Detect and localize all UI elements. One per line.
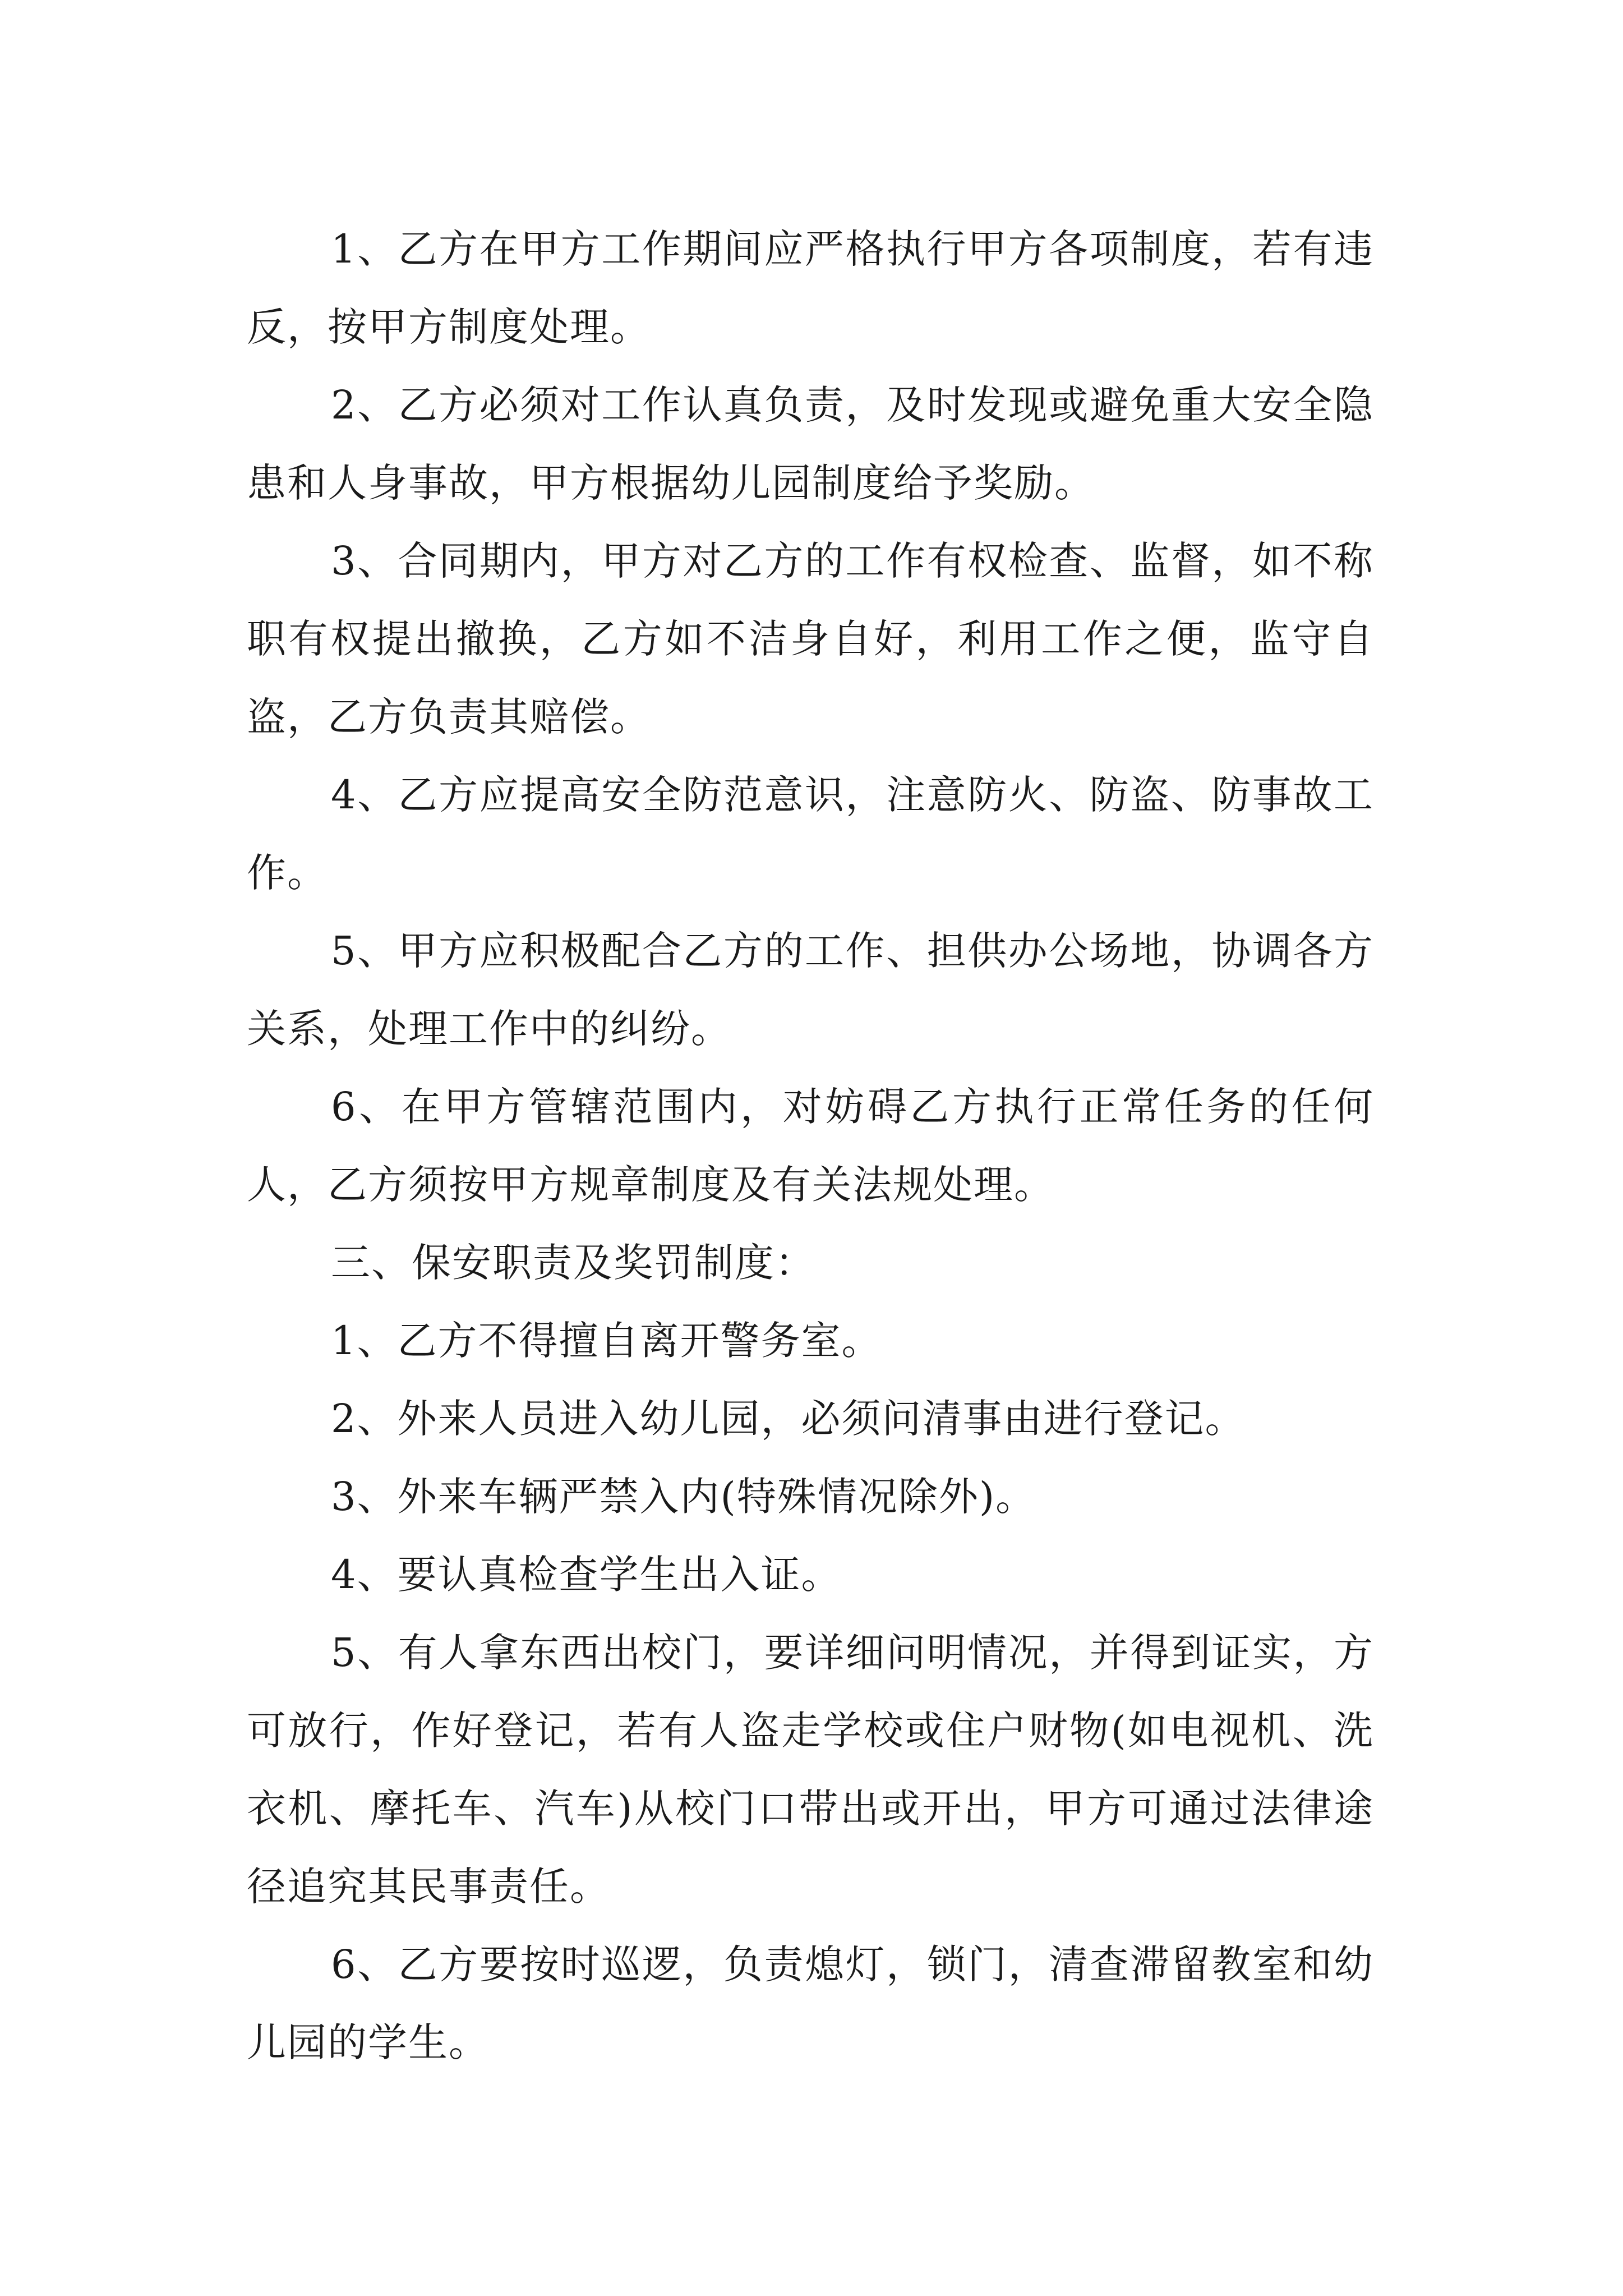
paragraph-duty-1: 1、乙方在甲方工作期间应严格执行甲方各项制度，若有违反，按甲方制度处理。 (247, 226, 1374, 350)
paragraph-security-2: 2、外来人员进入幼儿园，必须问清事由进行登记。 (331, 1396, 1246, 1442)
paragraph-duty-4: 4、乙方应提高安全防范意识，注意防火、防盗、防事故工作。 (247, 772, 1374, 896)
paragraph-security-6: 6、乙方要按时巡逻，负责熄灯，锁门，清查滞留教室和幼儿园的学生。 (247, 1941, 1374, 2065)
document-body (247, 210, 1374, 2082)
paragraph-duty-5: 5、甲方应积极配合乙方的工作、担供办公场地，协调各方关系，处理工作中的纠纷。 (247, 928, 1374, 1052)
paragraph-security-5: 5、有人拿东西出校门，要详细问明情况，并得到证实，方可放行，作好登记，若有人盗走学校或住户财物(如电视机、洗衣机、摩托车、汽车)从校门口带出或开出，甲方可通过法律途径追究其民事责任。 (247, 1630, 1374, 1910)
paragraph-duty-2: 2、乙方必须对工作认真负责，及时发现或避免重大安全隐患和人身事故，甲方根据幼儿园制度给予奖励。 (247, 382, 1374, 506)
paragraph-duty-6: 6、在甲方管辖范围内，对妨碍乙方执行正常任务的任何人，乙方须按甲方规章制度及有关法规处理。 (247, 1084, 1374, 1208)
paragraph-security-3: 3、外来车辆严禁入内(特殊情况除外)。 (331, 1474, 1036, 1520)
section-heading-security-duties: 三、保安职责及奖罚制度： (331, 1240, 815, 1286)
paragraph-security-1: 1、乙方不得擅自离开警务室。 (331, 1318, 882, 1364)
paragraph-duty-3: 3、合同期内，甲方对乙方的工作有权检查、监督，如不称职有权提出撤换，乙方如不洁身自好，利用工作之便，监守自盗，乙方负责其赔偿。 (247, 538, 1374, 740)
paragraph-security-4: 4、要认真检查学生出入证。 (331, 1552, 842, 1598)
